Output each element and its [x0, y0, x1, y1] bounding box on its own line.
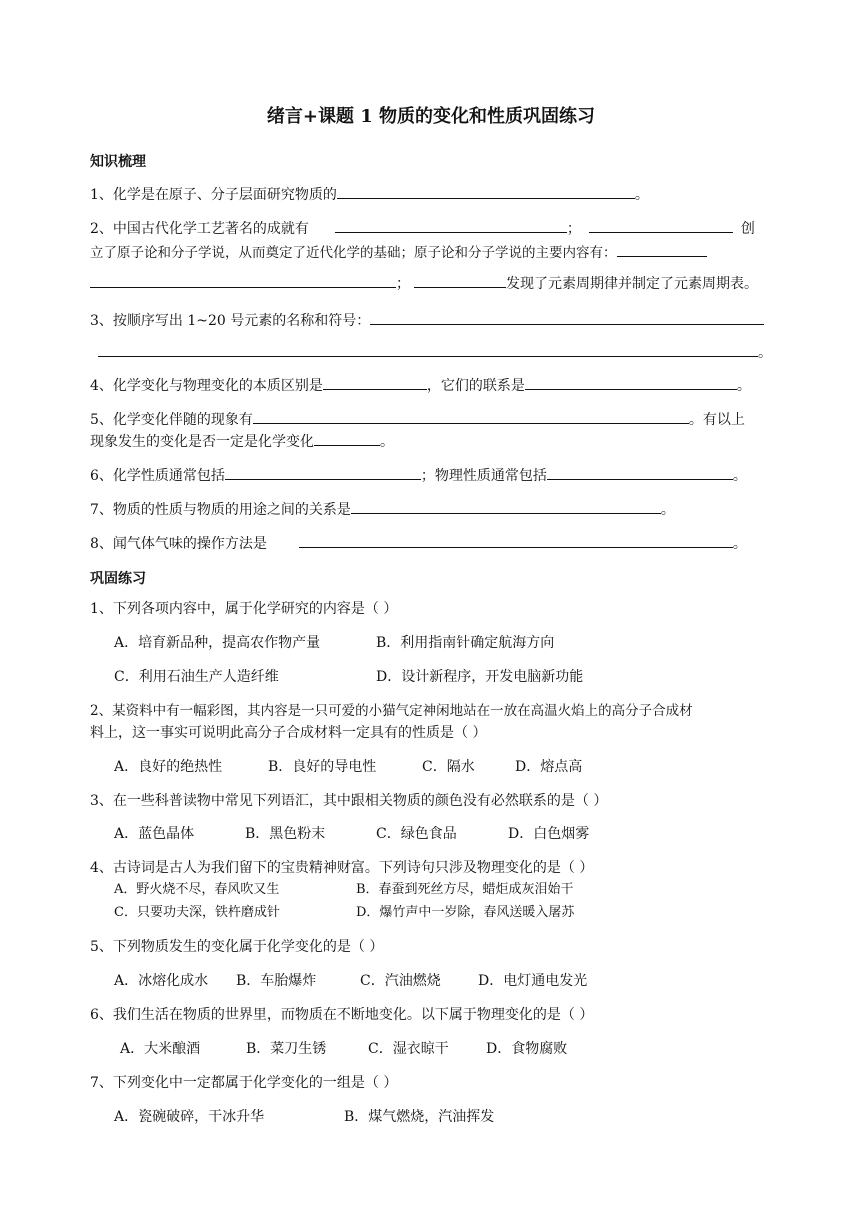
- blank-field[interactable]: [351, 499, 661, 514]
- k2-sep: ；: [566, 221, 581, 237]
- q3-option-b[interactable]: B．黑色粉末: [245, 826, 326, 842]
- knowledge-item-4: [90, 375, 772, 395]
- knowledge-item-1: [90, 184, 772, 204]
- blank-field[interactable]: [253, 409, 689, 424]
- question-4-stem: 4、古诗词是古人为我们留下的宝贵精神财富。下列诗句只涉及物理变化的是（ ）: [90, 860, 594, 876]
- k4-end: 。: [736, 378, 751, 394]
- knowledge-item-3-line2: [90, 342, 772, 362]
- q4-option-c[interactable]: C．只要功夫深，铁杵磨成针: [114, 905, 280, 920]
- k2-cont: 创: [740, 221, 755, 237]
- q7-option-b[interactable]: B．煤气燃烧，汽油挥发: [344, 1109, 495, 1125]
- k6-text: 6、化学性质通常包括: [90, 468, 225, 484]
- q1-option-b[interactable]: B．利用指南针确定航海方向: [376, 635, 555, 651]
- k2-text3: 发现了元素周期律并制定了元素周期表。: [506, 276, 758, 292]
- knowledge-item-7: [90, 499, 772, 519]
- question-2-stem-line2: 料上，这一事实可说明此高分子合成材料一定具有的性质是（ ）: [90, 725, 487, 741]
- k4-text: 4、化学变化与物理变化的本质区别是: [90, 378, 323, 394]
- k5-text: 5、化学变化伴随的现象有: [90, 412, 253, 428]
- blank-field[interactable]: [90, 273, 396, 288]
- q5-option-a[interactable]: A．冰熔化成水: [114, 973, 209, 989]
- q1-option-c[interactable]: C．利用石油生产人造纤维: [114, 669, 279, 685]
- k5-text2: 。有以上: [688, 412, 745, 428]
- blank-field[interactable]: [323, 375, 427, 390]
- k4-text2: ，它们的联系是: [426, 378, 525, 394]
- blank-field[interactable]: [299, 533, 733, 548]
- k6-text2: ；物理性质通常包括: [420, 468, 547, 484]
- q5-option-b[interactable]: B．车胎爆炸: [236, 973, 317, 989]
- knowledge-item-2-line2: [90, 242, 772, 262]
- q5-option-c[interactable]: C．汽油燃烧: [360, 973, 441, 989]
- q2-option-a[interactable]: A．良好的绝热性: [114, 759, 223, 775]
- knowledge-item-5-line2: [90, 431, 772, 451]
- q2-option-d[interactable]: D．熔点高: [515, 759, 583, 775]
- q4-option-b[interactable]: B．春蚕到死丝方尽，蜡炬成灰泪始干: [356, 882, 574, 897]
- knowledge-item-5-line1: [90, 409, 772, 429]
- k5-end: 。: [380, 434, 394, 450]
- blank-field[interactable]: [617, 242, 707, 257]
- k5-text3: 现象发生的变化是否一定是化学变化: [90, 434, 314, 450]
- q4-option-d[interactable]: D．爆竹声中一岁除，春风送暖入屠苏: [356, 905, 575, 920]
- k2-sep2: ；: [396, 276, 410, 292]
- question-6-stem: 6、我们生活在物质的世界里，而物质在不断地变化。以下属于物理变化的是（ ）: [90, 1007, 594, 1023]
- k1-text: 1、化学是在原子、分子层面研究物质的: [90, 187, 337, 203]
- question-7-stem: 7、下列变化中一定都属于化学变化的一组是（ ）: [90, 1075, 398, 1091]
- knowledge-item-3-line1: [90, 310, 772, 330]
- section-heading-practice: 巩固练习: [90, 571, 146, 587]
- q1-option-a[interactable]: A．培育新品种，提高农作物产量: [114, 635, 321, 651]
- q6-option-d[interactable]: D．食物腐败: [486, 1041, 568, 1057]
- blank-field[interactable]: [525, 375, 737, 390]
- q3-option-d[interactable]: D．白色烟雾: [508, 826, 590, 842]
- k6-end: 。: [732, 468, 747, 484]
- question-1-stem: 1、下列各项内容中，属于化学研究的内容是（ ）: [90, 601, 398, 617]
- page-title: 绪言+课题 1 物质的变化和性质巩固练习: [266, 106, 596, 127]
- blank-field[interactable]: [370, 310, 764, 325]
- k3-text: 3、按顺序写出 1~20 号元素的名称和符号：: [90, 313, 371, 329]
- q6-option-c[interactable]: C．湿衣晾干: [368, 1041, 449, 1057]
- q4-option-a[interactable]: A．野火烧不尽，春风吹又生: [114, 882, 280, 897]
- k2-text: 2、中国古代化学工艺著名的成就有: [90, 221, 309, 237]
- k3-end: 。: [758, 345, 772, 361]
- k1-end: 。: [634, 187, 649, 203]
- q3-option-a[interactable]: A．蓝色晶体: [114, 826, 195, 842]
- blank-field[interactable]: [314, 431, 380, 446]
- q3-option-c[interactable]: C．绿色食品: [376, 826, 457, 842]
- question-2-stem-line1: 2、某资料中有一幅彩图，其内容是一只可爱的小猫气定神闲地站在一放在高温火焰上的高分子合成材: [90, 703, 693, 719]
- blank-field[interactable]: [225, 465, 421, 480]
- q2-option-c[interactable]: C．隔水: [422, 759, 475, 775]
- q6-option-b[interactable]: B．菜刀生锈: [246, 1041, 327, 1057]
- blank-field[interactable]: [98, 342, 758, 357]
- blank-field[interactable]: [414, 273, 506, 288]
- question-3-stem: 3、在一些科普读物中常见下列语汇，其中跟相关物质的颜色没有必然联系的是（ ）: [90, 793, 608, 809]
- question-5-stem: 5、下列物质发生的变化属于化学变化的是（ ）: [90, 939, 384, 955]
- k8-text: 8、闻气体气味的操作方法是: [90, 536, 267, 552]
- knowledge-item-8: [90, 533, 772, 553]
- blank-field[interactable]: [589, 218, 733, 233]
- k2-text2: 立了原子论和分子学说，从而奠定了近代化学的基础；原子论和分子学说的主要内容有：: [90, 245, 617, 261]
- k8-end: 。: [732, 536, 747, 552]
- blank-field[interactable]: [335, 218, 567, 233]
- q1-option-d[interactable]: D．设计新程序，开发电脑新功能: [376, 669, 584, 685]
- q5-option-d[interactable]: D．电灯通电发光: [478, 973, 588, 989]
- k7-end: 。: [660, 502, 675, 518]
- knowledge-item-2-line1: [90, 218, 772, 238]
- q2-option-b[interactable]: B．良好的导电性: [268, 759, 377, 775]
- knowledge-item-2-line3: [90, 273, 772, 293]
- q7-option-a[interactable]: A．瓷碗破碎，干冰升华: [114, 1109, 265, 1125]
- blank-field[interactable]: [337, 184, 635, 199]
- knowledge-item-6: [90, 465, 772, 485]
- blank-field[interactable]: [547, 465, 733, 480]
- q6-option-a[interactable]: A．大米酿酒: [120, 1041, 201, 1057]
- section-heading-knowledge: 知识梳理: [90, 154, 146, 170]
- k7-text: 7、物质的性质与物质的用途之间的关系是: [90, 502, 351, 518]
